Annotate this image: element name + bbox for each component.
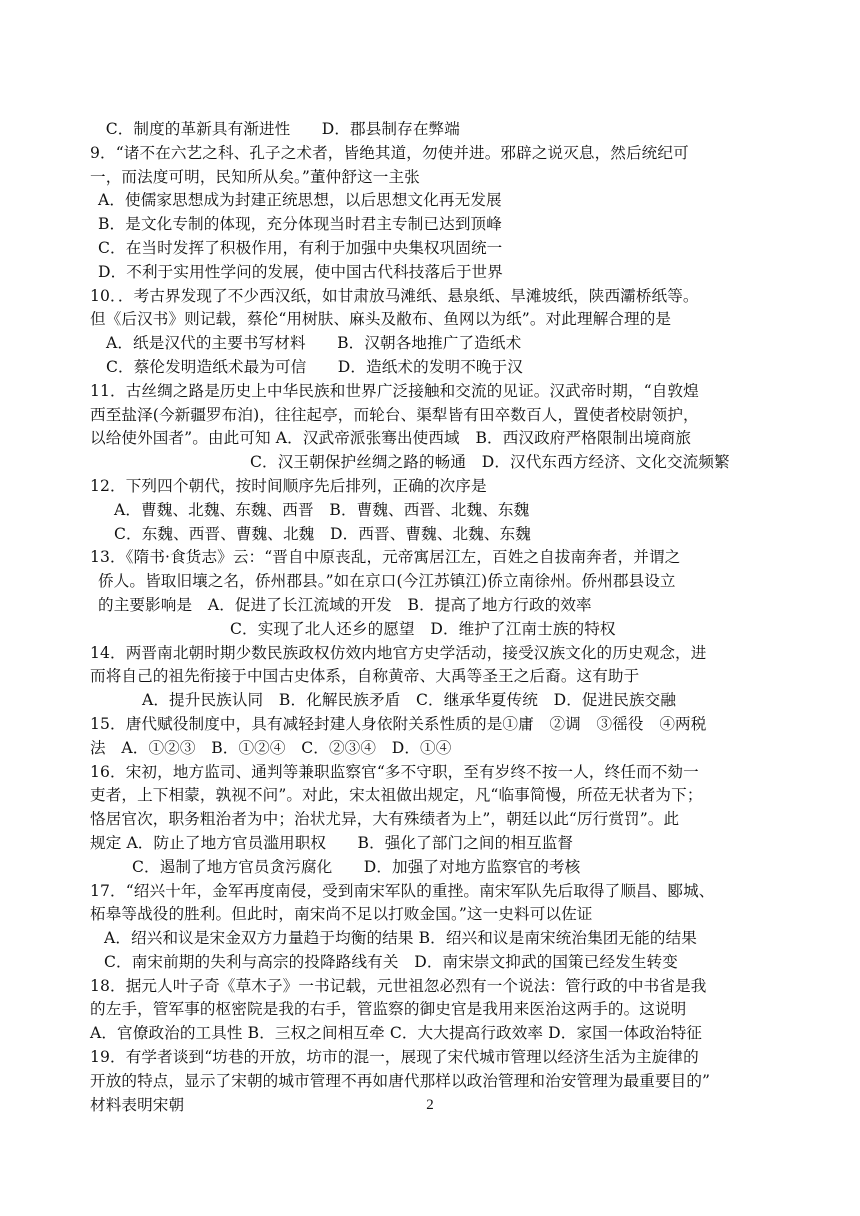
text-line: C．南宋前期的失利与高宗的投降路线有关 D．南宋崇文抑武的国策已经发生转变 <box>104 952 678 971</box>
text-line: A．提升民族认同 B．化解民族矛盾 C．继承华夏传统 D．促进民族交融 <box>142 691 677 710</box>
text-line: 18．据元人叶子奇《草木子》一书记载，元世祖忽必烈有一个说法：管行政的中书省是我 <box>90 976 707 995</box>
text-line: 但《后汉书》则记载，蔡伦“用树肤、麻头及敝布、鱼网以为纸”。对此理解合理的是 <box>90 310 672 329</box>
text-line: A．纸是汉代的主要书写材料 B．汉朝各地推广了造纸术 <box>106 334 522 353</box>
text-line: D．不利于实用性学问的发展，使中国古代科技落后于世界 <box>98 262 503 281</box>
text-line: 14．两晋南北朝时期少数民族政权仿效内地官方史学活动，接受汉族文化的历史观念，进 <box>90 643 707 662</box>
text-line: 柘皋等战役的胜利。但此时，南宋尚不足以打败金国。”这一史料可以佐证 <box>90 905 593 924</box>
text-line: C．蔡伦发明造纸术最为可信 D．造纸术的发明不晚于汉 <box>106 357 523 376</box>
text-line: A．绍兴和议是宋金双方力量趋于均衡的结果 B．绍兴和议是南宋统治集团无能的结果 <box>104 929 697 948</box>
text-line: B．是文化专制的体现，充分体现当时君主专制已达到顶峰 <box>98 215 502 234</box>
text-line: C．汉王朝保护丝绸之路的畅通 D．汉代东西方经济、文化交流频繁 <box>250 453 730 472</box>
text-line: 17．“绍兴十年，金军再度南侵，受到南宋军队的重挫。南宋军队先后取得了顺昌、郾城、 <box>90 881 715 900</box>
text-line: 吏者，上下相蒙，孰视不问”。对此，宋太祖做出规定，凡“临事简慢，所莅无状者为下； <box>90 786 703 805</box>
text-line: C．东魏、西晋、曹魏、北魏 D．西晋、曹魏、北魏、东魏 <box>114 524 531 543</box>
text-line: 19．有学者谈到“坊巷的开放，坊市的混一，展现了宋代城市管理以经济生活为主旋律的 <box>90 1048 699 1067</box>
text-line: 的主要影响是 A．促进了长江流域的开发 B．提高了地方行政的效率 <box>98 595 592 614</box>
text-line: 15．唐代赋役制度中，具有减轻封建人身依附关系性质的是①庸 ②调 ③徭役 ④两税 <box>90 714 707 733</box>
text-line: 规定 A．防止了地方官员滥用职权 B．强化了部门之间的相互监督 <box>90 833 574 852</box>
text-line: 法 A．①②③ B．①②④ C．②③④ D．①④ <box>90 738 452 757</box>
text-line: 恪居官次，职务粗治者为中；治状尤异，大有殊绩者为上”，朝廷以此“厉行赏罚”。此 <box>90 810 680 829</box>
text-line: 11．古丝绸之路是历史上中华民族和世界广泛接触和交流的见证。汉武帝时期，“自敦煌 <box>90 381 699 400</box>
text-line: C．实现了北人还乡的愿望 D．维护了江南士族的特权 <box>230 619 616 638</box>
text-line: C．在当时发挥了积极作用，有利于加强中央集权巩固统一 <box>98 238 503 257</box>
text-line: 的左手，管军事的枢密院是我的右手，管监察的御史官是我用来医治这两手的。这说明 <box>90 1000 687 1019</box>
text-line: 10．．考古界发现了不少西汉纸，如甘肃放马滩纸、悬泉纸、旱滩坡纸，陕西灞桥纸等。 <box>90 286 699 305</box>
text-line: C．制度的革新具有渐进性 D．郡县制存在弊端 <box>90 120 460 138</box>
page-number: 2 <box>426 1097 434 1113</box>
text-line: A．曹魏、北魏、东魏、西晋 B．曹魏、西晋、北魏、东魏 <box>114 500 530 519</box>
text-line: 9．“诸不在六艺之科、孔子之术者，皆绝其道，勿使并进。邪辟之说灭息，然后统纪可 <box>90 143 689 162</box>
text-line: A．官僚政治的工具性 B．三权之间相互牵 C．大大提高行政效率 D．家国一体政治特征 <box>90 1024 703 1043</box>
text-line: A．使儒家思想成为封建正统思想，以后思想文化再无发展 <box>98 191 502 210</box>
text-line: 13．《隋书·食货志》云：“晋自中原丧乱，元帝寓居江左，百姓之自拔南奔者，并谓之 <box>90 548 681 567</box>
text-line: 12．下列四个朝代，按时间顺序先后排列，正确的次序是 <box>90 476 487 495</box>
text-line: 而将自己的祖先衔接于中国古史体系，自称黄帝、大禹等圣王之后裔。这有助于 <box>90 667 640 686</box>
text-line: 开放的特点，显示了宋朝的城市管理不再如唐代那样以政治管理和治安管理为最重要目的” <box>90 1071 711 1090</box>
text-line: 材料表明宋朝 <box>90 1095 185 1114</box>
text-line: 16．宋初，地方监司、通判等兼职监察官“多不守职，至有岁终不按一人，终任而不劾一 <box>90 762 699 781</box>
text-line: C．遏制了地方官员贪污腐化 D．加强了对地方监察官的考核 <box>132 857 581 876</box>
question-text-block <box>90 118 780 1117</box>
text-line: 以给使外国者”。由此可知 A．汉武帝派张骞出使西域 B．西汉政府严格限制出境商旅 <box>90 429 692 448</box>
text-line: 侨人。皆取旧壤之名，侨州郡县。”如在京口(今江苏镇江)侨立南徐州。侨州郡县设立 <box>98 572 676 591</box>
text-line: 一，而法度可明，民知所从矣。”董仲舒这一主张 <box>90 167 420 186</box>
text-line: 西至盐泽(今新疆罗布泊)，往往起亭，而轮台、渠犁皆有田卒数百人，置使者校尉领护， <box>90 405 699 424</box>
